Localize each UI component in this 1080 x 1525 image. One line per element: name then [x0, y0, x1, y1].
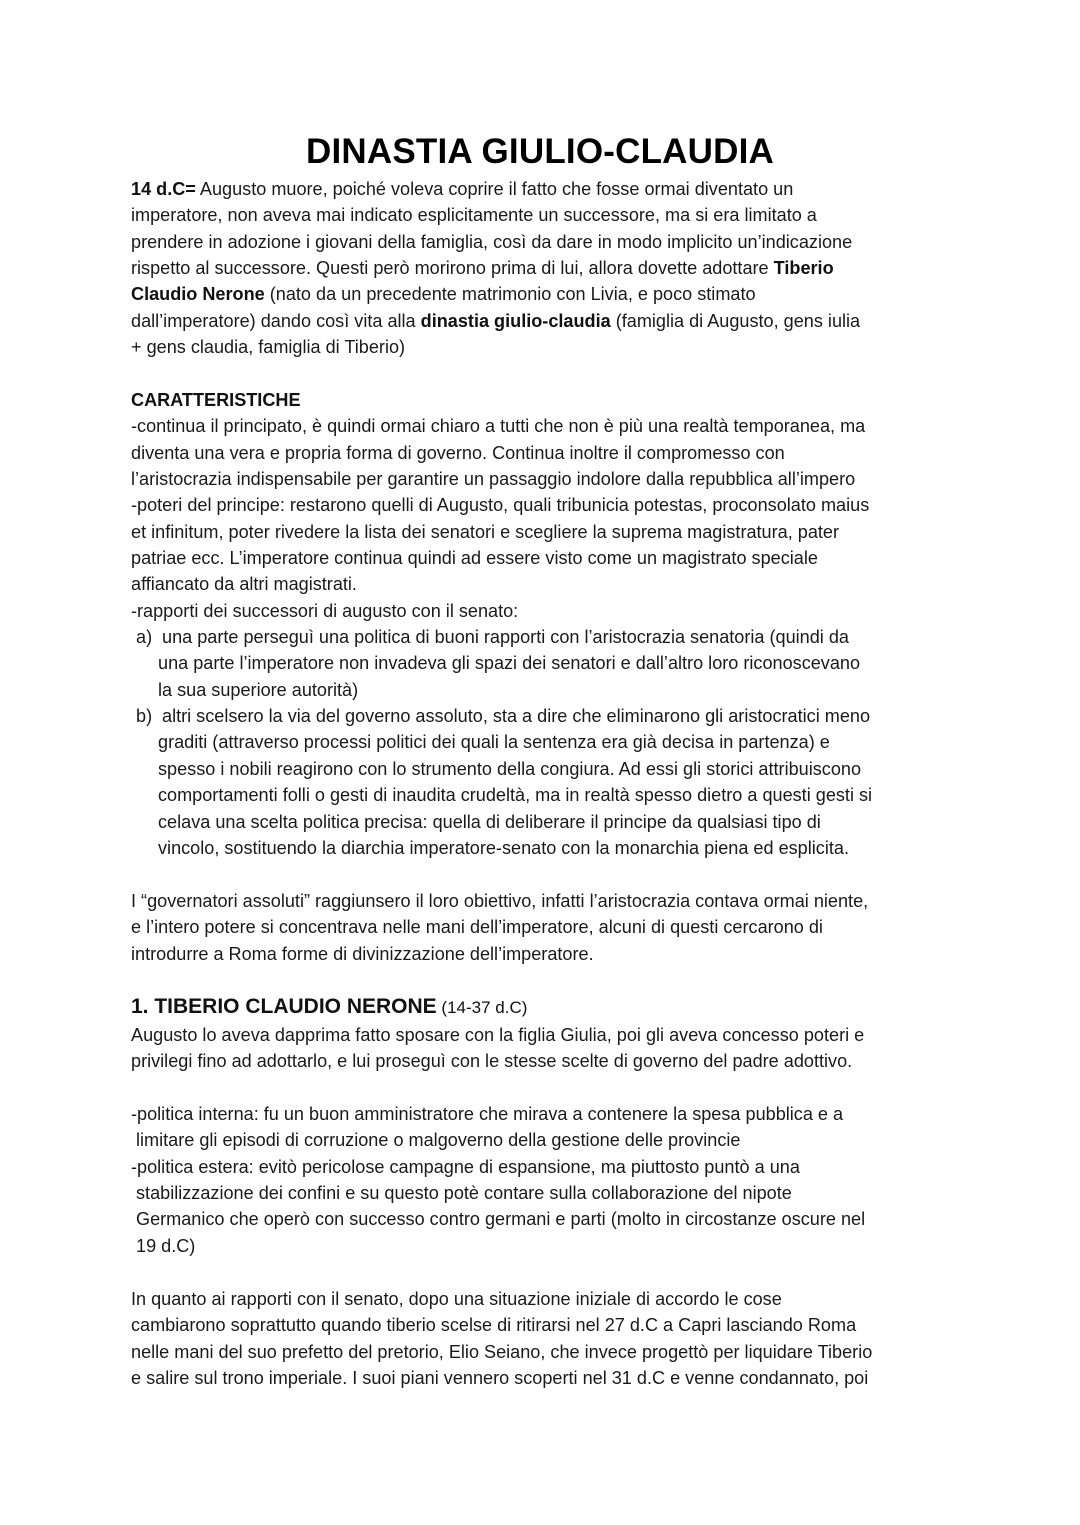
characteristics-line: diventa una vera e propria forma di governo. Continua inoltre il compromesso con — [131, 442, 785, 463]
policy-line: 19 d.C) — [136, 1235, 196, 1256]
section-heading-tiberius: 1. TIBERIO CLAUDIO NERONE (14-37 d.C) — [131, 995, 528, 1018]
characteristics-line: affiancato da altri magistrati. — [131, 574, 357, 595]
list-item-b-line: celava una scelta politica precisa: quella di deliberare il principe da qualsiasi tipo di — [158, 811, 821, 832]
intro-line: rispetto al successore. Questi però morirono prima di lui, allora dovette adottare Tiberio — [131, 258, 834, 279]
senate-line: cambiarono soprattutto quando tiberio scelse di ritirarsi nel 27 d.C a Capri lasciando Roma — [131, 1315, 857, 1336]
senate-line: nelle mani del suo prefetto del pretorio, Elio Seiano, che invece progettò per liquidare Tiberio — [131, 1341, 873, 1362]
intro-paragraph — [131, 176, 961, 360]
list-item-b-line: spesso i nobili reagirono con lo strumento della congiura. Ad essi gli storici attribuiscono — [158, 758, 862, 779]
list-item-b-line: comportamenti folli o gesti di inaudita crudeltà, ma in realtà spesso dietro a questi gesti si — [158, 785, 873, 806]
intro-line: 14 d.C= Augusto muore, poiché voleva coprire il fatto che fosse ormai diventato un — [131, 179, 794, 199]
governors-paragraph — [131, 888, 961, 967]
tiberius-intro-line: Augusto lo aveva dapprima fatto sposare con la figlia Giulia, poi gli aveva concesso poteri e — [131, 1025, 865, 1045]
list-item-a: a) una parte perseguì una politica di buoni rapporti con l’aristocrazia senatoria (quindi da — [136, 627, 849, 648]
characteristics-line: patriae ecc. L’imperatore continua quindi ad essere visto come un magistrato speciale — [131, 548, 818, 569]
governors-line: introdurre a Roma forme di divinizzazione dell’imperatore. — [131, 943, 594, 964]
policy-line: -politica interna: fu un buon amministratore che mirava a contenere la spesa pubblica e a — [131, 1104, 844, 1124]
intro-line: imperatore, non aveva mai indicato esplicitamente un successore, ma si era limitato a — [131, 205, 817, 226]
policy-line: stabilizzazione dei confini e su questo potè contare sulla collaborazione del nipote — [136, 1183, 792, 1204]
intro-line: Claudio Nerone (nato da un precedente matrimonio con Livia, e poco stimato — [131, 284, 756, 305]
governors-line: I “governatori assoluti” raggiunsero il loro obiettivo, infatti l’aristocrazia contava ormai niente, — [131, 891, 869, 911]
characteristics-section — [131, 387, 961, 861]
governors-line: e l’intero potere si concentrava nelle mani dell’imperatore, alcuni di questi cercarono di — [131, 917, 823, 938]
list-item-b-line: vincolo, sostituendo la diarchia imperatore-senato con la monarchia piena ed esplicita. — [158, 837, 849, 858]
intro-line: + gens claudia, famiglia di Tiberio) — [131, 337, 406, 358]
characteristics-line: et infinitum, poter rivedere la lista dei senatori e scegliere la suprema magistratura, pater — [131, 521, 840, 542]
characteristics-line: -continua il principato, è quindi ormai chiaro a tutti che non è più una realtà temporanea, ma — [131, 416, 866, 437]
senate-line: e salire sul trono imperiale. I suoi piani vennero scoperti nel 31 d.C e venne condannato, poi — [131, 1368, 869, 1389]
tiberius-intro — [131, 1022, 961, 1075]
characteristics-line: -poteri del principe: restarono quelli di Augusto, quali tribunicia potestas, proconsolato maius — [131, 495, 870, 516]
intro-line: prendere in adozione i giovani della famiglia, così da dare in modo implicito un’indicazione — [131, 231, 853, 252]
intro-line: dall’imperatore) dando così vita alla dinastia giulio-claudia (famiglia di Augusto, gens iulia — [131, 310, 861, 331]
page-title: DINASTIA GIULIO-CLAUDIA — [306, 132, 774, 171]
policy-line: Germanico che operò con successo contro germani e parti (molto in circostanze oscure nel — [136, 1209, 866, 1230]
list-item-a-line: una parte l’imperatore non invadeva gli spazi dei senatori e dall’altro loro riconoscevano — [158, 653, 861, 674]
policy-line: -politica estera: evitò pericolose campagne di espansione, ma piuttosto puntò a una — [131, 1156, 800, 1177]
tiberius-senate — [131, 1286, 961, 1391]
list-item-b-line: graditi (attraverso processi politici dei quali la sentenza era già decisa in partenza) e — [158, 732, 830, 753]
characteristics-line: l’aristocrazia indispensabile per garantire un passaggio indolore dalla repubblica all’impero — [131, 469, 856, 490]
senate-line: In quanto ai rapporti con il senato, dopo una situazione iniziale di accordo le cose — [131, 1289, 782, 1309]
list-item-a-line: la sua superiore autorità) — [158, 679, 359, 700]
tiberius-policy — [131, 1101, 961, 1259]
characteristics-line: -rapporti dei successori di augusto con il senato: — [131, 600, 519, 621]
section-heading-characteristics: CARATTERISTICHE — [131, 390, 301, 410]
policy-line: limitare gli episodi di corruzione o malgoverno della gestione delle provincie — [136, 1130, 741, 1151]
list-item-b: b) altri scelsero la via del governo assoluto, sta a dire che eliminarono gli aristocratici meno — [136, 706, 871, 727]
tiberius-intro-line: privilegi fino ad adottarlo, e lui proseguì con le stesse scelte di governo del padre adottivo. — [131, 1051, 853, 1072]
tiberius-dates: (14-37 d.C) — [436, 998, 528, 1017]
intro-lead: 14 d.C= — [131, 179, 196, 199]
